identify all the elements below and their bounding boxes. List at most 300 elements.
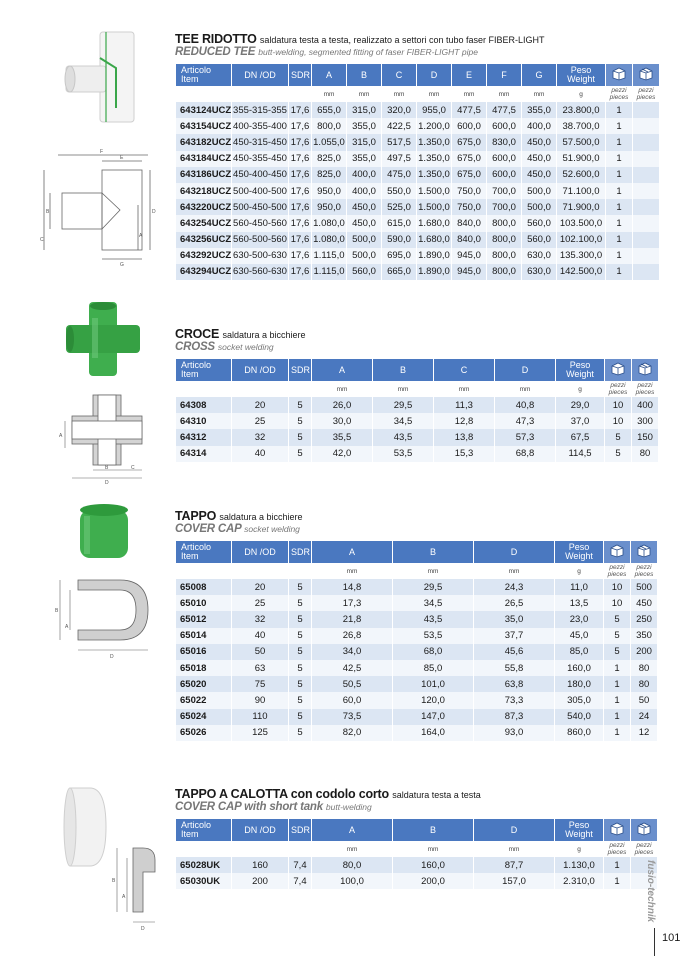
cell-p2: 400 bbox=[632, 397, 658, 413]
cell-b: 315,0 bbox=[347, 134, 381, 150]
table-body bbox=[176, 857, 657, 889]
cell-w: 180,0 bbox=[555, 676, 603, 692]
cell-code: 643124UCZ bbox=[176, 102, 231, 118]
table-row bbox=[176, 215, 659, 231]
cell-d: 40,8 bbox=[495, 397, 555, 413]
cell-w: 2.310,0 bbox=[555, 873, 603, 889]
dim-label-b: B bbox=[55, 608, 59, 614]
unit-weight: g bbox=[577, 845, 581, 853]
cell-e: 675,0 bbox=[452, 167, 486, 183]
cell-dn: 125 bbox=[232, 725, 288, 741]
box-icon bbox=[604, 541, 630, 563]
cell-dn: 160 bbox=[232, 857, 288, 873]
cell-c: 13,8 bbox=[434, 429, 494, 445]
cell-c: 15,3 bbox=[434, 446, 494, 462]
cell-e: 600,0 bbox=[452, 118, 486, 134]
section-title bbox=[175, 32, 545, 46]
cell-sdr: 5 bbox=[289, 611, 311, 627]
section-subtitle bbox=[175, 341, 274, 353]
table-row bbox=[176, 709, 657, 725]
cell-code: 64312 bbox=[176, 429, 231, 445]
col-g: G bbox=[522, 64, 556, 86]
cell-f: 700,0 bbox=[487, 199, 521, 215]
unit-c: mm bbox=[393, 90, 405, 98]
cell-d: 55,8 bbox=[474, 660, 554, 676]
cell-w: 13,5 bbox=[555, 595, 603, 611]
col-a: A bbox=[312, 819, 392, 841]
cross-drawing bbox=[55, 390, 155, 485]
unit-weight: g bbox=[578, 385, 582, 393]
cross-photo bbox=[62, 298, 144, 380]
cell-a: 26,0 bbox=[312, 397, 372, 413]
cell-sdr: 17,6 bbox=[289, 167, 311, 183]
unit-pcs-it: pezzi bbox=[636, 564, 652, 571]
cell-sdr: 5 bbox=[289, 397, 311, 413]
table-row bbox=[176, 134, 659, 150]
cell-b: 101,0 bbox=[393, 676, 473, 692]
col-weight: Peso Weight bbox=[556, 359, 604, 381]
cell-e: 675,0 bbox=[452, 134, 486, 150]
title-sub: saldatura testa a testa bbox=[392, 790, 481, 800]
col-weight: Peso Weight bbox=[555, 819, 603, 841]
cell-p2: 50 bbox=[631, 692, 657, 708]
dim-label-a: A bbox=[59, 433, 63, 439]
col-dn: DN /OD bbox=[232, 64, 288, 86]
cell-c: 11,3 bbox=[434, 397, 494, 413]
cell-d: 93,0 bbox=[474, 725, 554, 741]
cell-g: 630,0 bbox=[522, 248, 556, 264]
cell-code: 643154UCZ bbox=[176, 118, 231, 134]
cell-g: 630,0 bbox=[522, 264, 556, 280]
cell-w: 860,0 bbox=[555, 725, 603, 741]
col-a: A bbox=[312, 541, 392, 563]
cell-p1: 1 bbox=[604, 660, 630, 676]
cell-w: 135.300,0 bbox=[557, 248, 605, 264]
unit-b: mm bbox=[427, 567, 439, 575]
cell-w: 52.600,0 bbox=[557, 167, 605, 183]
table-row bbox=[176, 102, 659, 118]
cell-d: 26,5 bbox=[474, 595, 554, 611]
cell-sdr: 17,6 bbox=[289, 215, 311, 231]
col-item: Articolo Item bbox=[176, 541, 231, 563]
cell-sdr: 17,6 bbox=[289, 199, 311, 215]
cell-sdr: 7,4 bbox=[289, 857, 311, 873]
col-sdr: SDR bbox=[289, 541, 311, 563]
cell-code: 65024 bbox=[176, 709, 231, 725]
cell-sdr: 5 bbox=[289, 429, 311, 445]
cell-w: 305,0 bbox=[555, 692, 603, 708]
col-item: Articolo Item bbox=[176, 819, 231, 841]
cell-d: 47,3 bbox=[495, 413, 555, 429]
col-sdr: SDR bbox=[289, 64, 311, 86]
cell-code: 64310 bbox=[176, 413, 231, 429]
cell-p2 bbox=[633, 134, 659, 150]
table-row bbox=[176, 232, 659, 248]
cell-e: 750,0 bbox=[452, 183, 486, 199]
col-d: D bbox=[474, 541, 554, 563]
title-main: CROCE bbox=[175, 327, 220, 341]
cell-dn: 450-400-450 bbox=[232, 167, 288, 183]
cell-dn: 110 bbox=[232, 709, 288, 725]
cell-a: 30,0 bbox=[312, 413, 372, 429]
cell-f: 800,0 bbox=[487, 215, 521, 231]
cell-b: 53,5 bbox=[373, 446, 433, 462]
cell-a: 14,8 bbox=[312, 579, 392, 595]
carton-icon bbox=[632, 359, 658, 381]
cell-p2: 450 bbox=[631, 595, 657, 611]
cell-a: 825,0 bbox=[312, 167, 346, 183]
cell-c: 590,0 bbox=[382, 232, 416, 248]
cell-a: 73,5 bbox=[312, 709, 392, 725]
dim-label-d: D bbox=[105, 480, 109, 485]
cell-dn: 500-400-500 bbox=[232, 183, 288, 199]
dim-label-b: B bbox=[46, 209, 50, 215]
cell-d: 1.680,0 bbox=[417, 232, 451, 248]
unit-a: mm bbox=[323, 90, 335, 98]
col-dn: DN /OD bbox=[232, 359, 288, 381]
cell-g: 500,0 bbox=[522, 183, 556, 199]
cell-a: 42,0 bbox=[312, 446, 372, 462]
cell-dn: 32 bbox=[232, 429, 288, 445]
cell-code: 643220UCZ bbox=[176, 199, 231, 215]
cell-e: 945,0 bbox=[452, 264, 486, 280]
unit-pcs-it: pezzi bbox=[610, 382, 626, 389]
unit-g: mm bbox=[533, 90, 545, 98]
title-main: TAPPO bbox=[175, 509, 217, 523]
cell-dn: 560-500-560 bbox=[232, 232, 288, 248]
col-e: E bbox=[452, 64, 486, 86]
cell-w: 57.500,0 bbox=[557, 134, 605, 150]
cell-b: 450,0 bbox=[347, 199, 381, 215]
cell-p2: 80 bbox=[632, 446, 658, 462]
cell-dn: 355-315-355 bbox=[232, 102, 288, 118]
unit-pieces bbox=[631, 563, 657, 579]
unit-pieces bbox=[604, 563, 630, 579]
cell-b: 43,5 bbox=[373, 429, 433, 445]
subtitle-main: COVER CAP bbox=[175, 523, 242, 535]
cell-p1: 1 bbox=[606, 215, 632, 231]
brand-label: fusio-technik bbox=[645, 860, 656, 923]
cell-b: 355,0 bbox=[347, 118, 381, 134]
cell-d: 1.200,0 bbox=[417, 118, 451, 134]
table-body bbox=[176, 397, 658, 462]
table-row bbox=[176, 446, 658, 462]
cell-d: 35,0 bbox=[474, 611, 554, 627]
cell-p1: 1 bbox=[606, 183, 632, 199]
table-row bbox=[176, 660, 657, 676]
cell-p1: 10 bbox=[605, 397, 631, 413]
unit-pieces bbox=[632, 381, 658, 397]
cell-b: 160,0 bbox=[393, 857, 473, 873]
cell-c: 550,0 bbox=[382, 183, 416, 199]
cover-cap-short-drawing bbox=[105, 838, 165, 933]
cell-g: 450,0 bbox=[522, 151, 556, 167]
cell-p1: 1 bbox=[604, 873, 630, 889]
cover-cap-photo bbox=[74, 500, 134, 565]
cell-f: 800,0 bbox=[487, 232, 521, 248]
cell-code: 65012 bbox=[176, 611, 231, 627]
cell-e: 840,0 bbox=[452, 232, 486, 248]
cell-d: 1.350,0 bbox=[417, 167, 451, 183]
cell-c: 422,5 bbox=[382, 118, 416, 134]
cover-cap-short-table bbox=[175, 819, 658, 889]
cell-p1: 5 bbox=[605, 446, 631, 462]
cell-b: 560,0 bbox=[347, 264, 381, 280]
cell-d: 57,3 bbox=[495, 429, 555, 445]
dim-label-b: B bbox=[105, 465, 109, 471]
carton-icon bbox=[631, 541, 657, 563]
dim-label-a: A bbox=[65, 624, 69, 630]
cell-code: 65030UK bbox=[176, 873, 231, 889]
unit-b: mm bbox=[397, 385, 409, 393]
cell-a: 800,0 bbox=[312, 118, 346, 134]
col-f: F bbox=[487, 64, 521, 86]
table-row bbox=[176, 413, 658, 429]
cell-w: 142.500,0 bbox=[557, 264, 605, 280]
cell-a: 100,0 bbox=[312, 873, 392, 889]
cell-sdr: 5 bbox=[289, 692, 311, 708]
cell-sdr: 17,6 bbox=[289, 183, 311, 199]
unit-pcs-it: pezzi bbox=[637, 382, 653, 389]
cell-b: 500,0 bbox=[347, 248, 381, 264]
cell-d: 87,7 bbox=[474, 857, 554, 873]
table-body bbox=[176, 579, 657, 741]
title-main: TAPPO A CALOTTA con codolo corto bbox=[175, 787, 389, 801]
unit-pcs-en: pieces bbox=[607, 571, 627, 578]
cell-code: 65008 bbox=[176, 579, 231, 595]
cell-f: 477,5 bbox=[487, 102, 521, 118]
cell-g: 500,0 bbox=[522, 199, 556, 215]
table-row bbox=[176, 676, 657, 692]
cell-sdr: 17,6 bbox=[289, 264, 311, 280]
cell-sdr: 5 bbox=[289, 660, 311, 676]
cell-w: 71.900,0 bbox=[557, 199, 605, 215]
subtitle-sub: socket welding bbox=[244, 524, 300, 534]
cell-dn: 50 bbox=[232, 644, 288, 660]
reduced-tee-drawing bbox=[40, 145, 170, 270]
table-row bbox=[176, 167, 659, 183]
dim-label-d: D bbox=[141, 926, 145, 932]
cell-a: 1.115,0 bbox=[312, 248, 346, 264]
table-row bbox=[176, 429, 658, 445]
cell-g: 400,0 bbox=[522, 118, 556, 134]
unit-pcs-it: pezzi bbox=[609, 564, 625, 571]
cell-b: 85,0 bbox=[393, 660, 473, 676]
cell-code: 643294UCZ bbox=[176, 264, 231, 280]
cell-d: 1.350,0 bbox=[417, 134, 451, 150]
cell-w: 160,0 bbox=[555, 660, 603, 676]
cell-b: 34,5 bbox=[373, 413, 433, 429]
col-d: D bbox=[474, 819, 554, 841]
cell-d: 37,7 bbox=[474, 628, 554, 644]
cell-w: 45,0 bbox=[555, 628, 603, 644]
cell-a: 950,0 bbox=[312, 183, 346, 199]
cell-code: 65016 bbox=[176, 644, 231, 660]
col-weight: Peso Weight bbox=[557, 64, 605, 86]
table-row bbox=[176, 628, 657, 644]
carton-icon bbox=[633, 64, 659, 86]
cell-p1: 1 bbox=[606, 167, 632, 183]
cell-w: 1.130,0 bbox=[555, 857, 603, 873]
dim-label-a: A bbox=[139, 233, 143, 239]
cell-d: 955,0 bbox=[417, 102, 451, 118]
cell-d: 1.680,0 bbox=[417, 215, 451, 231]
col-weight: Peso Weight bbox=[555, 541, 603, 563]
cell-w: 102.100,0 bbox=[557, 232, 605, 248]
cover-cap-table bbox=[175, 541, 658, 741]
cell-p1: 1 bbox=[604, 692, 630, 708]
col-dn: DN /OD bbox=[232, 819, 288, 841]
unit-pcs-en: pieces bbox=[634, 849, 654, 856]
cell-d: 68,8 bbox=[495, 446, 555, 462]
cell-p2 bbox=[633, 167, 659, 183]
cell-p2: 80 bbox=[631, 660, 657, 676]
cell-code: 643254UCZ bbox=[176, 215, 231, 231]
cell-e: 477,5 bbox=[452, 102, 486, 118]
unit-pcs-it: pezzi bbox=[611, 87, 627, 94]
title-sub: saldatura a bicchiere bbox=[222, 330, 306, 340]
cell-g: 560,0 bbox=[522, 215, 556, 231]
cell-d: 157,0 bbox=[474, 873, 554, 889]
cell-p2 bbox=[633, 151, 659, 167]
cell-f: 800,0 bbox=[487, 248, 521, 264]
cell-a: 1.080,0 bbox=[312, 215, 346, 231]
cell-code: 65022 bbox=[176, 692, 231, 708]
section-subtitle bbox=[175, 523, 300, 535]
cell-p1: 5 bbox=[604, 628, 630, 644]
unit-e: mm bbox=[463, 90, 475, 98]
unit-pcs-en: pieces bbox=[609, 94, 629, 101]
cell-d: 63,8 bbox=[474, 676, 554, 692]
cell-p1: 1 bbox=[606, 102, 632, 118]
cell-sdr: 17,6 bbox=[289, 232, 311, 248]
cell-p1: 1 bbox=[604, 857, 630, 873]
cell-c: 475,0 bbox=[382, 167, 416, 183]
cell-e: 750,0 bbox=[452, 199, 486, 215]
unit-f: mm bbox=[498, 90, 510, 98]
cell-e: 675,0 bbox=[452, 151, 486, 167]
cell-code: 65020 bbox=[176, 676, 231, 692]
cell-code: 64308 bbox=[176, 397, 231, 413]
cell-dn: 20 bbox=[232, 397, 288, 413]
table-row bbox=[176, 857, 657, 873]
cell-a: 825,0 bbox=[312, 151, 346, 167]
cell-p1: 1 bbox=[606, 199, 632, 215]
cell-d: 1.350,0 bbox=[417, 151, 451, 167]
cell-w: 29,0 bbox=[556, 397, 604, 413]
reduced-tee-photo bbox=[60, 28, 145, 128]
cell-dn: 450-355-450 bbox=[232, 151, 288, 167]
page-number: 101 bbox=[662, 932, 681, 944]
cell-p2 bbox=[633, 102, 659, 118]
unit-pcs-en: pieces bbox=[607, 849, 627, 856]
cell-code: 643182UCZ bbox=[176, 134, 231, 150]
cell-w: 540,0 bbox=[555, 709, 603, 725]
dim-label-d: D bbox=[152, 209, 156, 215]
cell-p1: 1 bbox=[604, 725, 630, 741]
col-item: Articolo Item bbox=[176, 359, 231, 381]
col-a: A bbox=[312, 359, 372, 381]
title-sub: saldatura testa a testa, realizzato a settori con tubo faser FIBER-LIGHT bbox=[259, 35, 545, 45]
cell-e: 840,0 bbox=[452, 215, 486, 231]
cell-p2 bbox=[633, 264, 659, 280]
cell-p2 bbox=[633, 215, 659, 231]
cell-a: 82,0 bbox=[312, 725, 392, 741]
cell-p2 bbox=[633, 248, 659, 264]
cell-p2 bbox=[633, 199, 659, 215]
cell-dn: 90 bbox=[232, 692, 288, 708]
cell-c: 665,0 bbox=[382, 264, 416, 280]
dim-label-b: B bbox=[112, 878, 116, 884]
cell-dn: 40 bbox=[232, 446, 288, 462]
col-d: D bbox=[417, 64, 451, 86]
cell-dn: 32 bbox=[232, 611, 288, 627]
cell-b: 355,0 bbox=[347, 151, 381, 167]
cell-b: 400,0 bbox=[347, 183, 381, 199]
col-c: C bbox=[434, 359, 494, 381]
cell-d: 73,3 bbox=[474, 692, 554, 708]
cell-p2 bbox=[633, 118, 659, 134]
cell-f: 600,0 bbox=[487, 151, 521, 167]
cell-sdr: 17,6 bbox=[289, 151, 311, 167]
cell-code: 643218UCZ bbox=[176, 183, 231, 199]
box-icon bbox=[606, 64, 632, 86]
cell-f: 800,0 bbox=[487, 264, 521, 280]
dim-label-f: F bbox=[100, 149, 104, 155]
cell-p1: 1 bbox=[604, 676, 630, 692]
unit-a: mm bbox=[346, 567, 358, 575]
table-body bbox=[176, 102, 659, 280]
cell-d: 45,6 bbox=[474, 644, 554, 660]
cell-b: 29,5 bbox=[373, 397, 433, 413]
cell-b: 400,0 bbox=[347, 167, 381, 183]
cell-b: 29,5 bbox=[393, 579, 473, 595]
col-dn: DN /OD bbox=[232, 541, 288, 563]
table-row bbox=[176, 579, 657, 595]
cell-p1: 5 bbox=[604, 611, 630, 627]
col-sdr: SDR bbox=[289, 359, 311, 381]
table-row bbox=[176, 248, 659, 264]
cell-a: 35,5 bbox=[312, 429, 372, 445]
cell-sdr: 5 bbox=[289, 644, 311, 660]
cover-cap-short-photo bbox=[60, 782, 110, 872]
cell-b: 34,5 bbox=[393, 595, 473, 611]
cell-dn: 63 bbox=[232, 660, 288, 676]
box-icon bbox=[605, 359, 631, 381]
table-row bbox=[176, 692, 657, 708]
unit-weight: g bbox=[579, 90, 583, 98]
cell-p2 bbox=[633, 232, 659, 248]
table-row bbox=[176, 873, 657, 889]
unit-b: mm bbox=[427, 845, 439, 853]
cell-w: 51.900,0 bbox=[557, 151, 605, 167]
cell-dn: 200 bbox=[232, 873, 288, 889]
subtitle-main: CROSS bbox=[175, 341, 215, 353]
cell-w: 85,0 bbox=[555, 644, 603, 660]
section-title bbox=[175, 787, 481, 801]
table-row bbox=[176, 264, 659, 280]
cell-dn: 500-450-500 bbox=[232, 199, 288, 215]
cell-c: 497,5 bbox=[382, 151, 416, 167]
cell-a: 1.055,0 bbox=[312, 134, 346, 150]
table-row bbox=[176, 118, 659, 134]
cell-dn: 560-450-560 bbox=[232, 215, 288, 231]
cell-dn: 630-560-630 bbox=[232, 264, 288, 280]
cell-p1: 1 bbox=[606, 264, 632, 280]
cell-p1: 10 bbox=[604, 595, 630, 611]
cell-p1: 1 bbox=[604, 709, 630, 725]
unit-pieces bbox=[631, 841, 657, 857]
